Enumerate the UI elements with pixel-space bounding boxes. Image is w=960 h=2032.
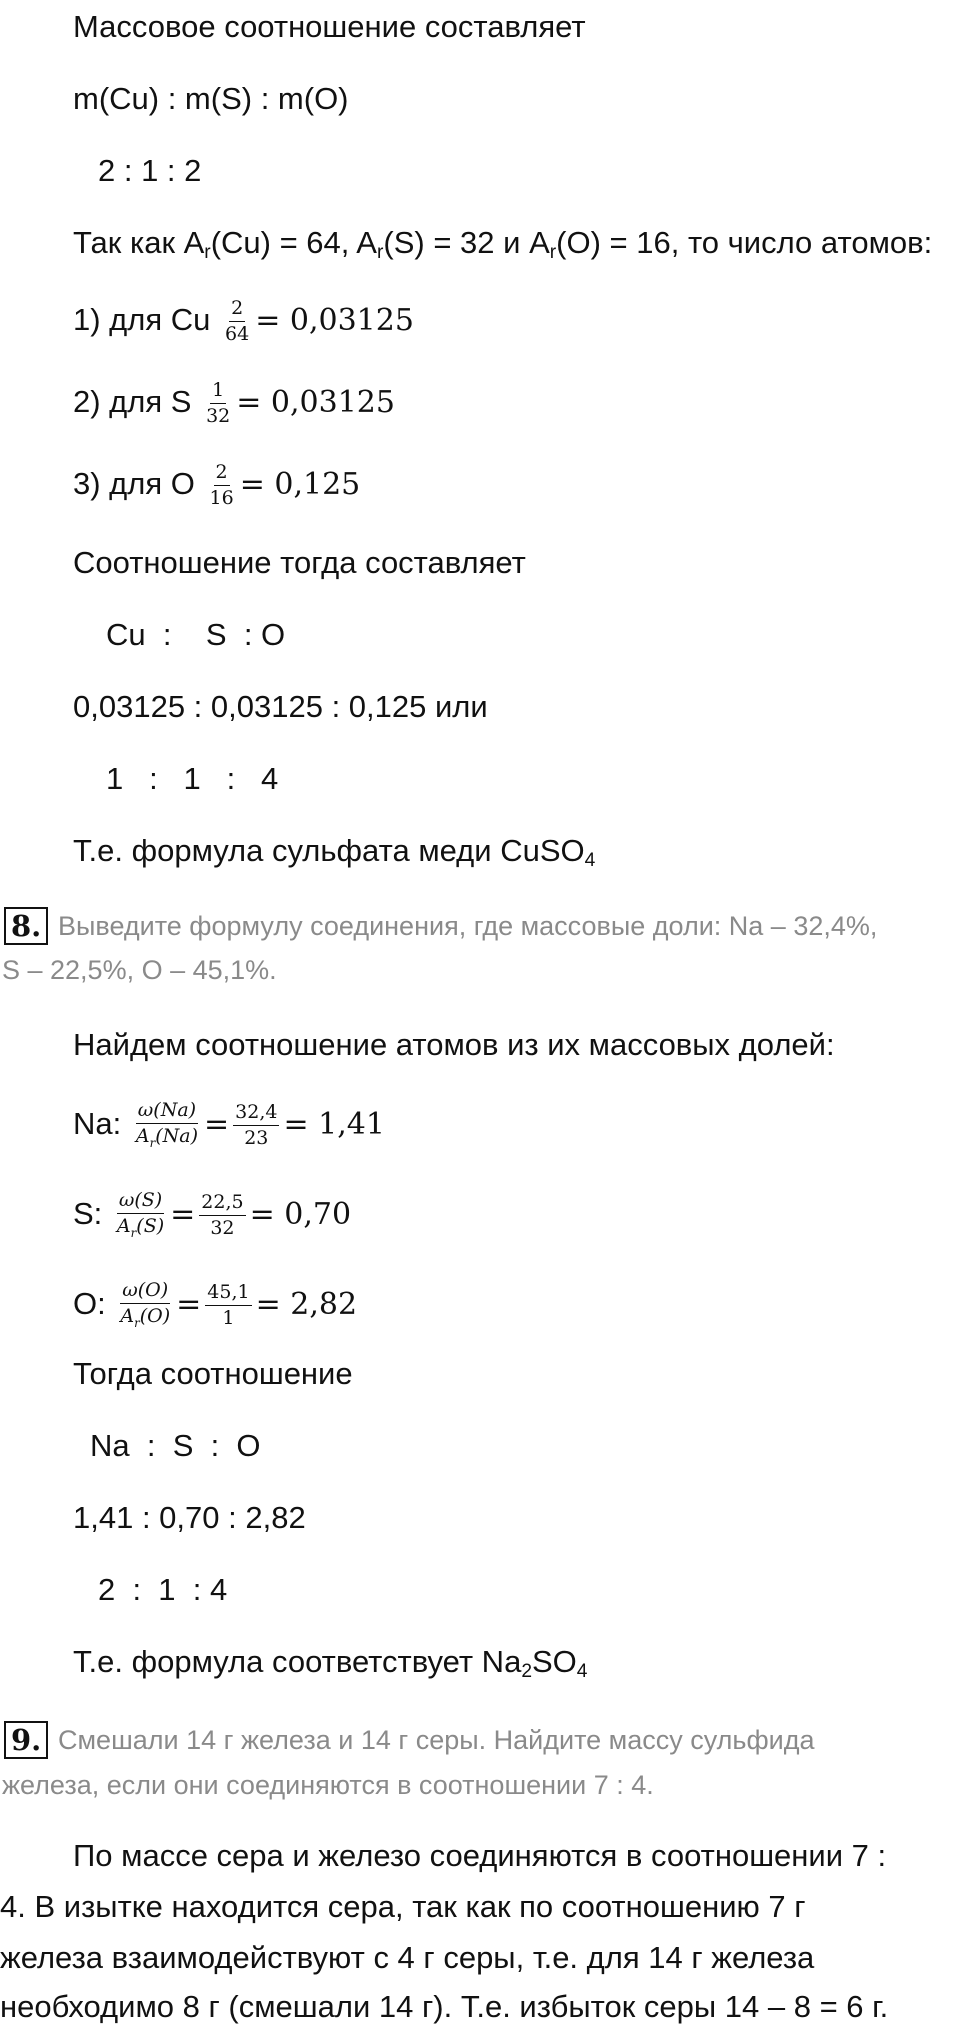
task-9-para-line3: железа взаимодействуют с 4 г серы, т.е. для 14 г железа (0, 1940, 815, 1975)
cu-step-2 (73, 378, 395, 427)
task-8-int-row: 2 : 1 : 4 (98, 1572, 228, 1607)
step-label: 3) для O (73, 466, 195, 501)
calc-result: = 1,41 (283, 1107, 385, 1142)
task-9-para-line4: необходимо 8 г (смешали 14 г). Т.е. избыток серы 14 – 8 = 6 г. (0, 1989, 889, 2024)
task-9-text-line1: Смешали 14 г железа и 14 г серы. Найдите массу сульфида (58, 1725, 815, 1755)
task-8-values-row: 1,41 : 0,70 : 2,82 (73, 1500, 306, 1535)
masses-text-b: (Cu) = 64, A (210, 225, 377, 260)
cu-step-1 (73, 296, 414, 345)
calc-label: Na: (73, 1106, 122, 1141)
step-fraction: $\frac{2}{16}$ (209, 461, 234, 510)
masses-text-a: Так как A (73, 225, 205, 260)
step-fraction: $\frac{1}{32}$ (206, 379, 231, 428)
masses-text-c: (S) = 32 и A (383, 225, 550, 260)
task-8-intro: Найдем соотношение атомов из их массовых долей: (73, 1027, 835, 1062)
calc-num-fraction: $\frac{32,4}{23}$ (235, 1101, 278, 1150)
task-8-then: Тогда соотношение (73, 1356, 353, 1391)
step-label: 2) для S (73, 384, 192, 419)
step-label: 1) для Cu (73, 302, 211, 337)
cu-ratio-label: m(Cu) : m(S) : m(O) (73, 81, 349, 116)
cu-conclusion: Т.е. формула сульфата меди CuSO$_4$ (73, 833, 596, 871)
step-result: = 0,03125 (255, 303, 414, 338)
calc-result: = 2,82 (255, 1287, 358, 1322)
masses-sub-3: r (549, 242, 557, 263)
cu-elements-row: Cu : S : O (106, 617, 286, 652)
calc-num-fraction: $\frac{45,1}{1}$ (207, 1281, 250, 1330)
task-8-text-line1: Выведите формулу соединения, где массовые доли: Na – 32,4%, (58, 911, 878, 941)
task-9-number: 9. (4, 1721, 48, 1759)
task-9-text-line2: железа, если они соединяются в соотношении 7 : 4. (2, 1770, 654, 1800)
calc-label: O: (73, 1286, 106, 1321)
cu-ratio-values: 2 : 1 : 2 (98, 153, 202, 188)
step-result: = 0,125 (239, 467, 361, 502)
calc-w-fraction: $\frac{\omega(S)}{A_r(S)}$ (116, 1189, 165, 1241)
masses-sub-1: r (204, 242, 211, 263)
cu-masses-line (73, 224, 932, 272)
cu-int-row: 1 : 1 : 4 (106, 761, 279, 796)
masses-sub-2: r (376, 242, 384, 263)
calc-label: S: (73, 1196, 103, 1231)
masses-text-d: (O) = 16, то число атомов: (556, 225, 933, 260)
step-fraction: $\frac{2}{64}$ (225, 297, 250, 346)
cu-intro: Массовое соотношение составляет (73, 9, 586, 44)
calc-num-fraction: $\frac{22,5}{32}$ (201, 1191, 244, 1240)
calc-w-fraction: $\frac{\omega(Na)}{A_r(Na)}$ (135, 1099, 199, 1151)
calc-w-fraction: $\frac{\omega(O)}{A_r(O)}$ (120, 1279, 171, 1331)
task-8-text-line2: S – 22,5%, O – 45,1%. (2, 955, 277, 985)
task-8-calc-s: S: $\frac{\omega(S)}{A_r(S)}$ = $\frac{22,5}{32}$ = 0,70 (73, 1189, 352, 1241)
task-8-calc-o: O: $\frac{\omega(O)}{A_r(O)}$ = $\frac{45,1}{1}$ = 2,82 (73, 1279, 358, 1331)
calc-result: = 0,70 (249, 1197, 352, 1232)
step-result: = 0,03125 (236, 385, 395, 420)
task-9-para-line2: 4. В изытке находится сера, так как по соотношению 7 г (0, 1889, 806, 1924)
task-8-elements-row: Na : S : O (90, 1428, 261, 1463)
task-8-number: 8. (4, 907, 48, 945)
task-8-conclusion: Т.е. формула соответствует $Na_2SO_4$ (73, 1644, 588, 1682)
cu-values-row: 0,03125 : 0,03125 : 0,125 или (73, 689, 488, 724)
task-9-para-line1: По массе сера и железо соединяются в соотношении 7 : (73, 1838, 887, 1873)
cu-step-3 (73, 460, 360, 509)
task-8-calc-na: Na: $\frac{\omega(Na)}{A_r(Na)}$ = $\frac{32,4}{23}$ = 1,41 (73, 1099, 385, 1151)
cu-ratio-intro: Соотношение тогда составляет (73, 545, 526, 580)
